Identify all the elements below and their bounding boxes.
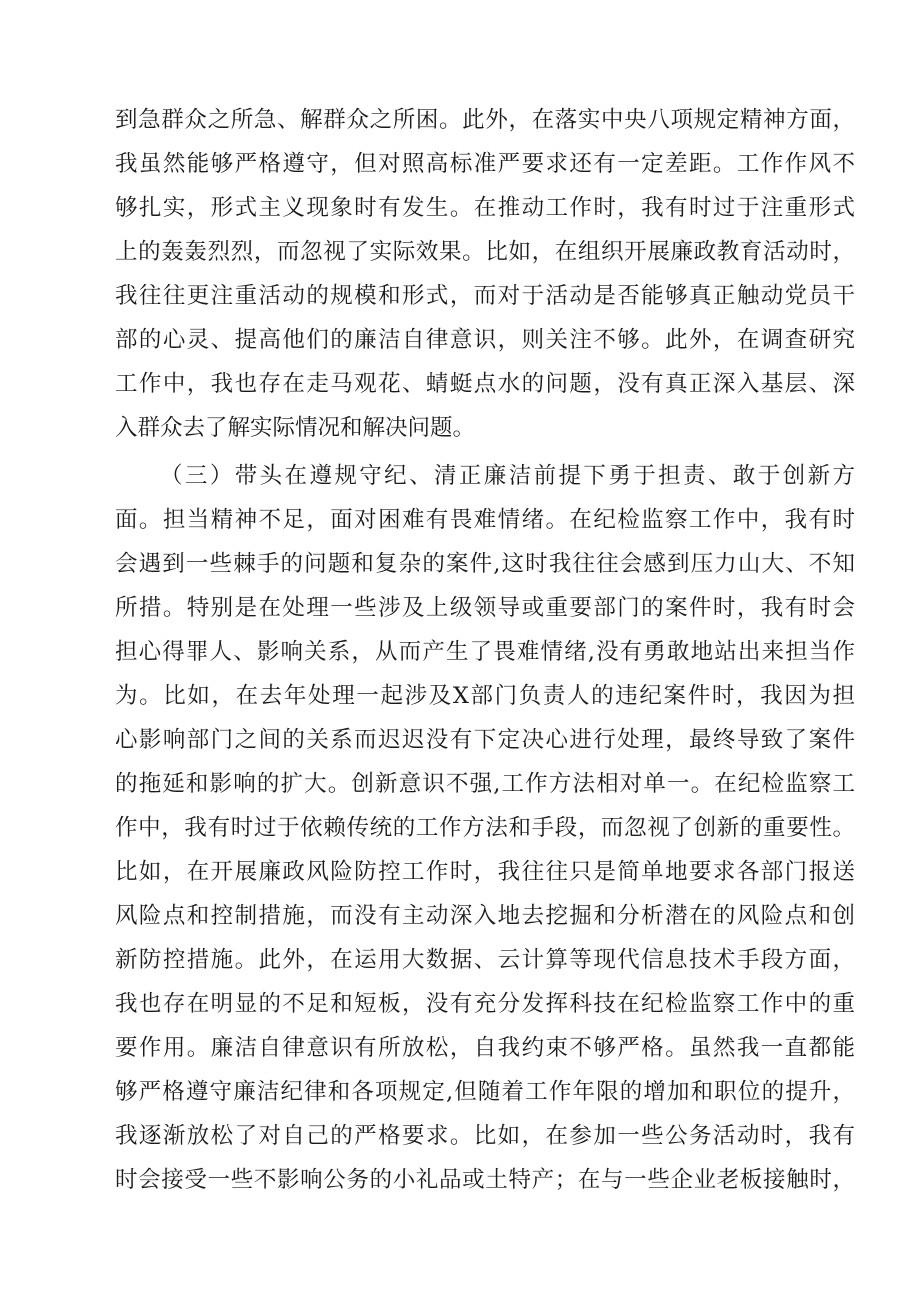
- paragraph-2: [115, 454, 855, 1202]
- text-line: 上的轰轰烈烈，而忽视了实际效果。比如，在组织开展廉政教育活动时，: [115, 239, 855, 265]
- text-line: 够扎实，形式主义现象时有发生。在推动工作时，我有时过于注重形式: [115, 195, 855, 221]
- text-line: 作中，我有时过于依赖传统的工作方法和手段，而忽视了创新的重要性。: [115, 815, 855, 841]
- document-body: [115, 98, 855, 1202]
- text-line: 够严格遵守廉洁纪律和各项规定,但随着工作年限的增加和职位的提升，: [115, 1079, 855, 1105]
- text-line: 为。比如，在去年处理一起涉及X部门负责人的违纪案件时，我因为担: [115, 683, 855, 709]
- text-line: 比如，在开展廉政风险防控工作时，我往往只是简单地要求各部门报送: [115, 859, 855, 885]
- text-line: 工作中，我也存在走马观花、蜻蜓点水的问题，没有真正深入基层、深: [115, 371, 855, 397]
- text-line: 我虽然能够严格遵守，但对照高标准严要求还有一定差距。工作作风不: [115, 151, 855, 177]
- text-line: 心影响部门之间的关系而迟迟没有下定决心进行处理，最终导致了案件: [115, 727, 855, 753]
- text-line: 所措。特别是在处理一些涉及上级领导或重要部门的案件时，我有时会: [115, 595, 855, 621]
- text-line: 要作用。廉洁自律意识有所放松，自我约束不够严格。虽然我一直都能: [115, 1035, 855, 1061]
- text-line: 面。担当精神不足，面对困难有畏难情绪。在纪检监察工作中，我有时: [115, 507, 855, 533]
- text-line: 部的心灵、提高他们的廉洁自律意识，则关注不够。此外，在调查研究: [115, 327, 855, 353]
- text-line: 我也存在明显的不足和短板，没有充分发挥科技在纪检监察工作中的重: [115, 991, 855, 1017]
- text-line: 新防控措施。此外，在运用大数据、云计算等现代信息技术手段方面，: [115, 947, 855, 973]
- text-line: 入群众去了解实际情况和解决问题。: [115, 415, 476, 441]
- text-line: 的拖延和影响的扩大。创新意识不强,工作方法相对单一。在纪检监察工: [115, 771, 855, 797]
- paragraph-1: [115, 98, 855, 450]
- text-line: 风险点和控制措施，而没有主动深入地去挖掘和分析潜在的风险点和创: [115, 903, 855, 929]
- text-line: 会遇到一些棘手的问题和复杂的案件,这时我往往会感到压力山大、不知: [115, 551, 855, 577]
- text-line: 我逐渐放松了对自己的严格要求。比如，在参加一些公务活动时，我有: [115, 1123, 855, 1149]
- text-line: 担心得罪人、影响关系，从而产生了畏难情绪,没有勇敢地站出来担当作: [115, 639, 855, 665]
- text-line: 到急群众之所急、解群众之所困。此外，在落实中央八项规定精神方面，: [115, 107, 855, 133]
- text-line: 时会接受一些不影响公务的小礼品或土特产；在与一些企业老板接触时，: [115, 1167, 855, 1193]
- section-heading-line: （三）带头在遵规守纪、清正廉洁前提下勇于担责、敢于创新方: [160, 463, 855, 489]
- text-line: 我往往更注重活动的规模和形式，而对于活动是否能够真正触动党员干: [115, 283, 855, 309]
